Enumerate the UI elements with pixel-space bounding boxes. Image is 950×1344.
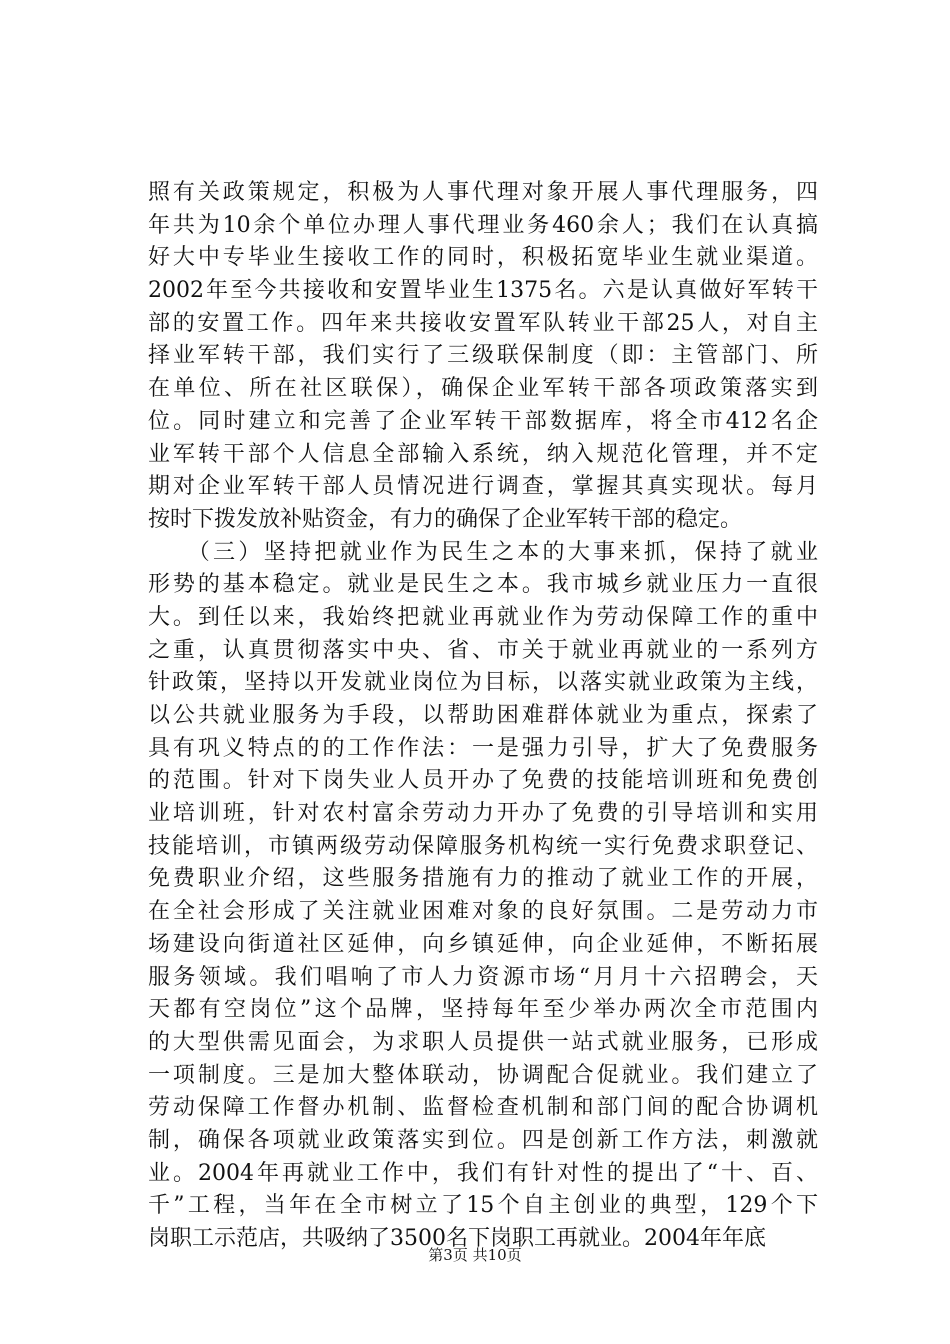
page-footer: 第3页 共10页 (428, 1246, 522, 1264)
text-line: 的范围。针对下岗失业人员开办了免费的技能培训班和免费创 (148, 768, 818, 794)
text-line: 的大型供需见面会，为求职人员提供一站式就业服务，已形成 (148, 1029, 818, 1055)
text-line: 在单位、所在社区联保），确保企业军转干部各项政策落实到 (148, 376, 818, 402)
text-line: 具有巩义特点的的工作作法：一是强力引导，扩大了免费服务 (148, 735, 818, 761)
text-line: 形势的基本稳定。就业是民生之本。我市城乡就业压力一直很 (148, 572, 818, 598)
text-line: 服务领域。我们唱响了市人力资源市场“月月十六招聘会，天 (148, 964, 818, 990)
text-line: 劳动保障工作督办机制、监督检查机制和部门间的配合协调机 (148, 1095, 818, 1121)
text-line: 针政策，坚持以开发就业岗位为目标，以落实就业政策为主线， (148, 670, 818, 696)
text-line: 之重，认真贯彻落实中央、省、市关于就业再就业的一系列方 (148, 637, 818, 663)
text-line: 部的安置工作。四年来共接收安置军队转业干部25人，对自主 (148, 310, 818, 336)
text-line: 千”工程，当年在全市树立了15个自主创业的典型，129个下 (148, 1193, 818, 1219)
text-line: 岗职工示范店，共吸纳了3500名下岗职工再就业。2004年年底 (148, 1226, 766, 1251)
text-line: 2002年至今共接收和安置毕业生1375名。六是认真做好军转干 (148, 278, 818, 304)
text-line: 业军转干部个人信息全部输入系统，纳入规范化管理，并不定 (148, 441, 818, 467)
text-line: 业。2004年再就业工作中，我们有针对性的提出了“十、百、 (148, 1160, 818, 1186)
text-line: 按时下拨发放补贴资金，有力的确保了企业军转干部的稳定。 (148, 506, 743, 532)
text-line: 位。同时建立和完善了企业军转干部数据库，将全市412名企 (148, 408, 818, 434)
text-line: 年共为10余个单位办理人事代理业务460余人；我们在认真搞 (148, 212, 818, 238)
text-line: 免费职业介绍，这些服务措施有力的推动了就业工作的开展， (148, 866, 818, 892)
text-line: 场建设向街道社区延伸，向乡镇延伸，向企业延伸，不断拓展 (148, 931, 818, 957)
text-line: 大。到任以来，我始终把就业再就业作为劳动保障工作的重中 (148, 604, 818, 630)
text-line: 好大中专毕业生接收工作的同时，积极拓宽毕业生就业渠道。 (148, 245, 818, 271)
text-line: 一项制度。三是加大整体联动，协调配合促就业。我们建立了 (148, 1062, 818, 1088)
text-line: 天都有空岗位”这个品牌，坚持每年至少举办两次全市范围内 (148, 997, 818, 1023)
text-line: 择业军转干部，我们实行了三级联保制度（即：主管部门、所 (148, 343, 818, 369)
text-line: 在全社会形成了关注就业困难对象的良好氛围。二是劳动力市 (148, 899, 818, 925)
text-line: 技能培训，市镇两级劳动保障服务机构统一实行免费求职登记、 (148, 833, 818, 859)
text-line: 制，确保各项就业政策落实到位。四是创新工作方法，刺激就 (148, 1127, 818, 1153)
text-line: （三）坚持把就业作为民生之本的大事来抓，保持了就业 (148, 539, 818, 565)
text-line: 以公共就业服务为手段，以帮助困难群体就业为重点，探索了 (148, 703, 818, 728)
text-line: 期对企业军转干部人员情况进行调查，掌握其真实现状。每月 (148, 474, 818, 500)
text-line: 业培训班，针对农村富余劳动力开办了免费的引导培训和实用 (148, 801, 818, 827)
text-line: 照有关政策规定，积极为人事代理对象开展人事代理服务，四 (148, 180, 818, 205)
body-text (148, 177, 818, 1256)
